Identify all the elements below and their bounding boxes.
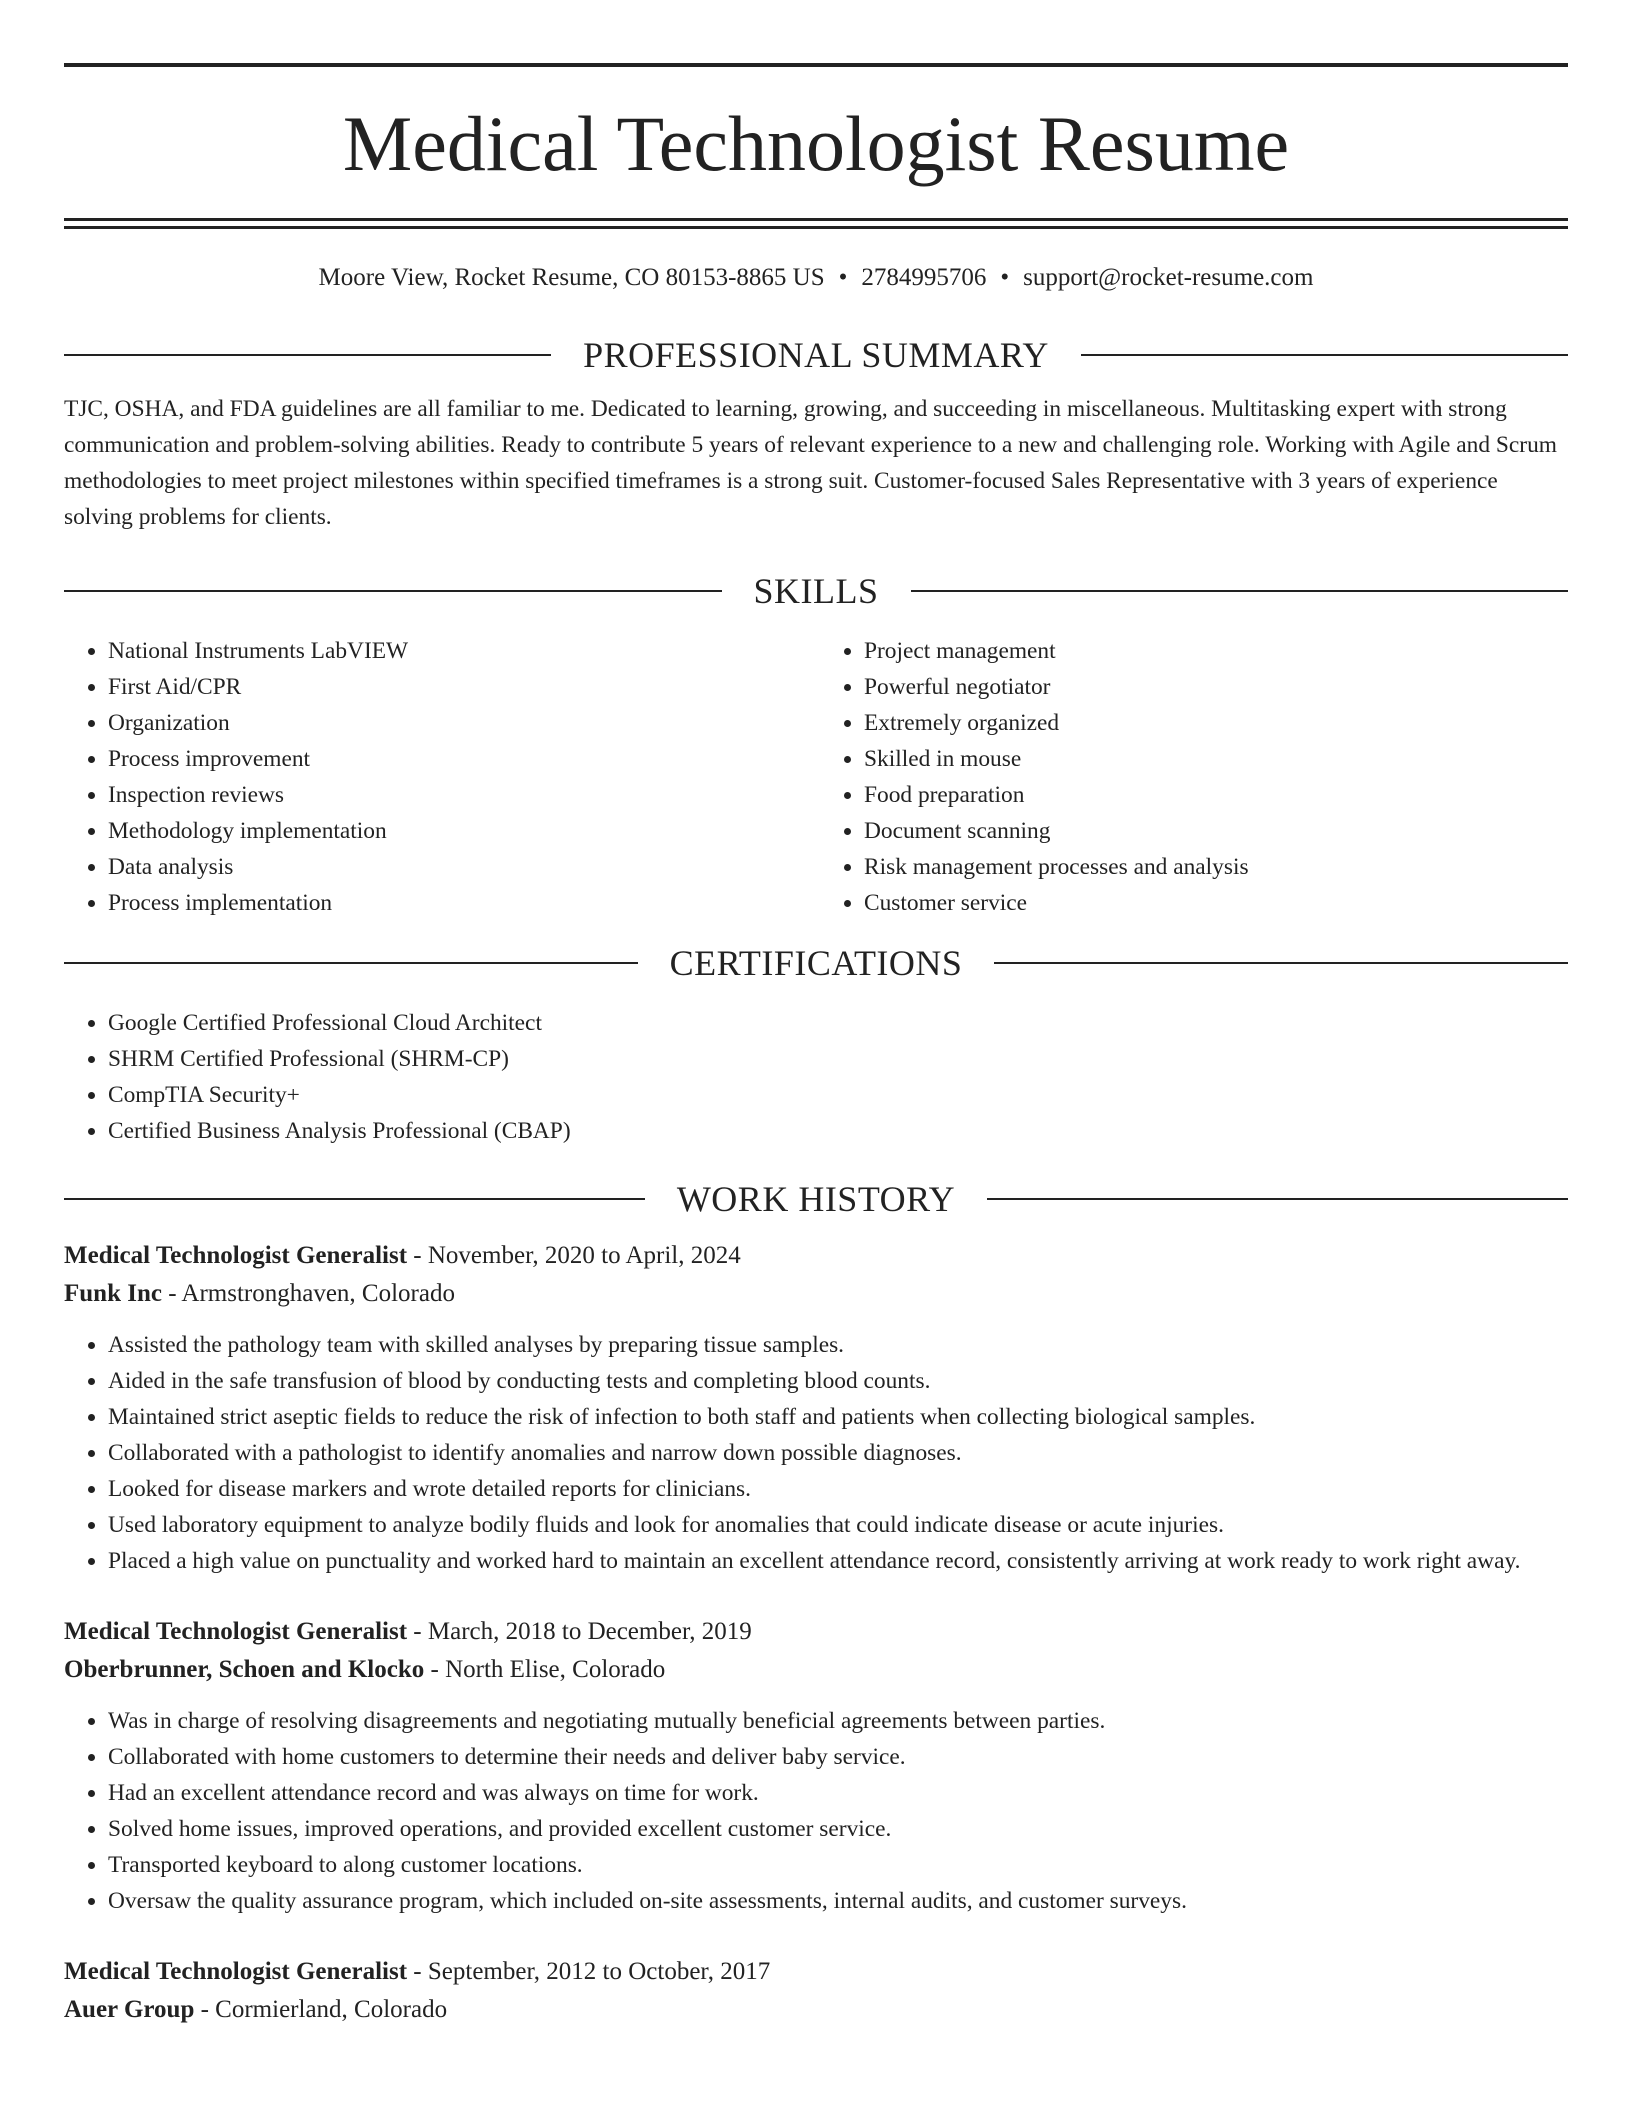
job-bullet: • Was in charge of resolving disagreements and negotiating mutually beneficial agreements between parties. <box>108 1703 1568 1739</box>
heading-rule <box>1081 354 1568 356</box>
job-dates: - March, 2018 to December, 2019 <box>407 1618 752 1645</box>
work-history-heading-label: WORK HISTORY <box>676 1179 956 1219</box>
skill-item: • Methodology implementation <box>108 813 812 849</box>
job-entry <box>64 1237 1568 1579</box>
job-bullet: • Had an excellent attendance record and was always on time for work. <box>108 1775 1568 1811</box>
job-title-line <box>64 1237 1568 1275</box>
job-location: - Cormierland, Colorado <box>194 1996 448 2023</box>
heading-rule <box>987 1198 1568 1200</box>
job-dates: - September, 2012 to October, 2017 <box>407 1958 771 1985</box>
job-title: Medical Technologist Generalist <box>64 1958 408 1985</box>
contact-email: support@rocket-resume.com <box>1023 264 1314 291</box>
job-bullet: • Placed a high value on punctuality and worked hard to maintain an excellent attendance record, consistently arriving at work ready to work right away. <box>108 1543 1568 1579</box>
job-bullet: • Oversaw the quality assurance program, which included on-site assessments, internal audits, and customer surveys. <box>108 1883 1568 1919</box>
job-bullet: • Used laboratory equipment to analyze bodily fluids and look for anomalies that could indicate disease or acute injuries. <box>108 1507 1568 1543</box>
skills-heading <box>64 571 1568 611</box>
work-history-heading <box>64 1179 1568 1219</box>
skills-list-left <box>64 633 812 921</box>
job-bullet: • Aided in the safe transfusion of blood by conducting tests and completing blood counts. <box>108 1363 1568 1399</box>
job-dates: - November, 2020 to April, 2024 <box>407 1242 741 1269</box>
job-bullet: • Collaborated with a pathologist to identify anomalies and narrow down possible diagnoses. <box>108 1435 1568 1471</box>
skill-item: • Process implementation <box>108 885 812 921</box>
heading-rule <box>64 1198 645 1200</box>
skill-item: • Inspection reviews <box>108 777 812 813</box>
skill-item: • Food preparation <box>864 777 1568 813</box>
job-bullet: • Assisted the pathology team with skilled analyses by preparing tissue samples. <box>108 1327 1568 1363</box>
job-company: Funk Inc <box>64 1280 162 1307</box>
job-company-line <box>64 1991 1568 2029</box>
job-bullet: • Transported keyboard to along customer locations. <box>108 1847 1568 1883</box>
job-entry <box>64 1613 1568 1919</box>
skill-item: • Extremely organized <box>864 705 1568 741</box>
job-title: Medical Technologist Generalist <box>64 1242 408 1269</box>
skills-heading-label: SKILLS <box>753 571 879 611</box>
heading-rule <box>64 354 551 356</box>
job-company: Oberbrunner, Schoen and Klocko <box>64 1656 425 1683</box>
job-title-line <box>64 1613 1568 1651</box>
heading-rule <box>64 590 722 592</box>
summary-text: TJC, OSHA, and FDA guidelines are all familiar to me. Dedicated to learning, growing, and succeeding in miscellaneous. Multitasking expert with strong communication and problem-solving abilities. Ready to contribute 5 years of relevant experience to a new and challenging role. Working with Agile and Scrum methodologies to meet project milestones within specified timeframes is a strong suit. Customer-focused Sales Representative with 3 years of experience solving problems for clients. <box>64 396 1557 530</box>
skill-item: • Process improvement <box>108 741 812 777</box>
contact-phone: 2784995706 <box>861 264 987 291</box>
title-double-rule <box>64 218 1568 229</box>
skill-item: • Powerful negotiator <box>864 669 1568 705</box>
skills-list-right <box>812 633 1568 921</box>
summary-heading-label: PROFESSIONAL SUMMARY <box>583 335 1049 375</box>
job-title: Medical Technologist Generalist <box>64 1618 408 1645</box>
summary-heading <box>64 335 1568 375</box>
job-bullets <box>64 1703 1568 1919</box>
certification-item: • SHRM Certified Professional (SHRM-CP) <box>108 1041 1568 1077</box>
certification-item: • Google Certified Professional Cloud Architect <box>108 1005 1568 1041</box>
skills-grid <box>64 633 1568 921</box>
heading-rule <box>994 962 1568 964</box>
skill-item: • Customer service <box>864 885 1568 921</box>
skill-item: • Organization <box>108 705 812 741</box>
job-company-line <box>64 1651 1568 1689</box>
job-location: - Armstronghaven, Colorado <box>161 1280 455 1307</box>
job-company-line <box>64 1275 1568 1313</box>
skill-item: • Risk management processes and analysis <box>864 849 1568 885</box>
contact-address: Moore View, Rocket Resume, CO 80153-8865 US <box>318 264 825 291</box>
job-bullet: • Looked for disease markers and wrote detailed reports for clinicians. <box>108 1471 1568 1507</box>
job-bullets <box>64 1327 1568 1579</box>
contact-line <box>64 263 1568 293</box>
skill-item: • Document scanning <box>864 813 1568 849</box>
skill-item: • National Instruments LabVIEW <box>108 633 812 669</box>
job-entry <box>64 1953 1568 2029</box>
skill-item: • Data analysis <box>108 849 812 885</box>
resume-title: Medical Technologist Resume <box>342 100 1290 187</box>
skill-item: • Skilled in mouse <box>864 741 1568 777</box>
contact-separator: • <box>838 264 848 291</box>
job-title-line <box>64 1953 1568 1991</box>
heading-rule <box>911 590 1569 592</box>
certifications-list <box>64 1005 1568 1149</box>
job-bullet: • Maintained strict aseptic fields to reduce the risk of infection to both staff and patients when collecting biological samples. <box>108 1399 1568 1435</box>
title-block <box>64 0 1568 229</box>
contact-separator: • <box>1000 264 1010 291</box>
job-location: - North Elise, Colorado <box>424 1656 666 1683</box>
job-company: Auer Group <box>64 1996 195 2023</box>
certification-item: • CompTIA Security+ <box>108 1077 1568 1113</box>
certifications-heading-label: CERTIFICATIONS <box>669 943 963 983</box>
skill-item: • Project management <box>864 633 1568 669</box>
skill-item: • First Aid/CPR <box>108 669 812 705</box>
job-bullet: • Collaborated with home customers to determine their needs and deliver baby service. <box>108 1739 1568 1775</box>
certifications-heading <box>64 943 1568 983</box>
job-bullet: • Solved home issues, improved operations, and provided excellent customer service. <box>108 1811 1568 1847</box>
certification-item: • Certified Business Analysis Professional (CBAP) <box>108 1113 1568 1149</box>
heading-rule <box>64 962 638 964</box>
